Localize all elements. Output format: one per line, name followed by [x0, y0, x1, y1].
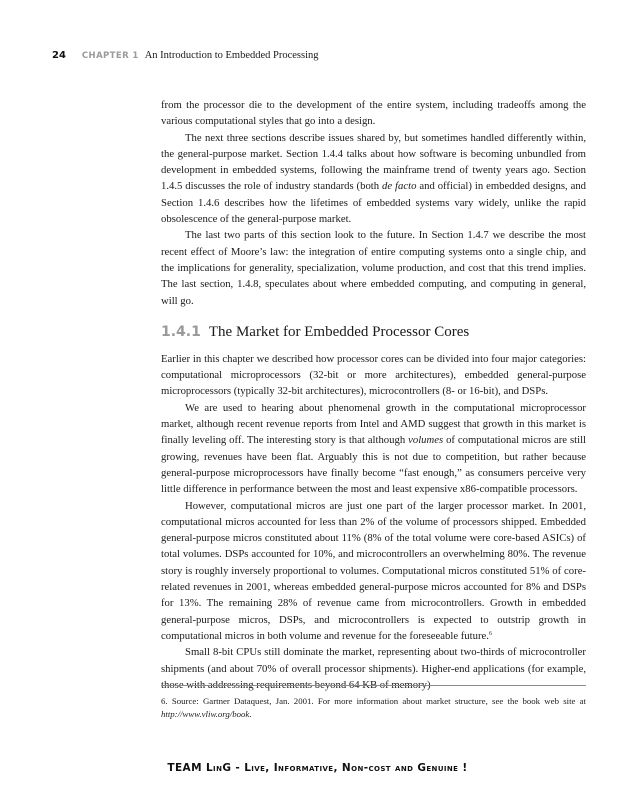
section-title: The Market for Embedded Processor Cores: [208, 323, 470, 340]
paragraph-growth: We are used to hearing about phenomenal growth in the computational microprocessor market, although recent revenue reports from Intel and AMD suggest that growth in this market is finally leveling off. The interesting story is that although volumes of computational micros are still growing, revenues have been flat. Arguably this is not due to competition, but rather because general-purpose microprocessors have finally become “fast enough,” as consumers perceive very little difference in performance between the most and least expensive x86-compatible processors.: [161, 401, 587, 496]
paragraph-continuation: from the processor die to the development of the entire system, including tradeoffs among the various computational styles that go into a design.: [161, 99, 586, 128]
paragraph-sections-overview: The next three sections describe issues shared by, but sometimes handled differently within, the general-purpose market. Section 1.4.4 talks about how software is becoming unbundled from development in embedded systems, following the mainframe trend of twenty years ago. Section 1.4.5 discusses the role of industry standards (both de facto and official) in embedded designs, and Section 1.4.6 describes how the lifetimes of embedded systems vary widely, unlike the rapid obsolescence of the general-purpose market.: [161, 131, 587, 226]
footnote-url[interactable]: http://www.vliw.org/book: [161, 709, 250, 719]
emphasis-volumes: volumes: [408, 434, 444, 447]
footnote-reference[interactable]: 6: [488, 630, 492, 637]
watermark-text: TEAM LinG - Live, Informative, Non-cost and Genuine !: [167, 762, 468, 774]
chapter-label: CHAPTER 1: [81, 51, 139, 61]
body-text: [161, 97, 586, 693]
paragraph-future-overview: The last two parts of this section look to the future. In Section 1.4.7 we describe the most recent effect of Moore’s law: the integration of entire computing systems onto a single chip, and the implications for generality, specialization, volume production, and cost that this trend implies. The last section, 1.4.8, speculates about where embedded computing, and computing in general, will go.: [161, 229, 586, 307]
chapter-title: An Introduction to Embedded Processing: [144, 50, 319, 61]
footnote: 6. Source: Gartner Dataquest, Jan. 2001. For more information about market structure, see the book web site at http://www.vliw.org/book.: [161, 696, 586, 719]
paragraph-8bit-cpus: Small 8-bit CPUs still dominate the market, representing about two-thirds of microcontroller shipments (and about 70% of overall processor shipments). Higher-end applications (for example, those with addressing requirements beyond 64 KB of memory): [161, 646, 586, 691]
footnote-divider: [161, 685, 586, 686]
section-heading: [161, 322, 586, 342]
paragraph-categories: Earlier in this chapter we described how processor cores can be divided into four major categories: computational microprocessors (32-bit or more architectures), embedded general-purpose microprocessors (typically 32-bit architectures), microcontrollers (8- or 16-bit), and DSPs.: [161, 352, 586, 398]
emphasis-de-facto: de facto: [382, 180, 417, 193]
paragraph-market-share: However, computational micros are just one part of the larger processor market. In 2001, computational micros accounted for less than 2% of the volume of processors shipped. Embedded general-purpose micros constituted about 11% (8% of the total volume were core-based ASICs) of total volumes. DSPs accounted for 10%, and microcontrollers an overwhelming 80%. The revenue story is roughly inversely proportional to volumes. Computational micros constituted 51% of core-related revenues in 2001, whereas embedded general-purpose micros accounted for 8% and DSPs for 13%. The remaining 28% of revenue came from microcontrollers. Growth in embedded general-purpose micros, DSPs, and microcontrollers is expected to outstrip growth in computational micros in both volume and revenue for the foreseeable future.$^6$: [161, 499, 586, 642]
page-number: 24: [52, 50, 66, 61]
section-number: 1.4.1: [161, 323, 201, 340]
running-head: [52, 50, 319, 62]
